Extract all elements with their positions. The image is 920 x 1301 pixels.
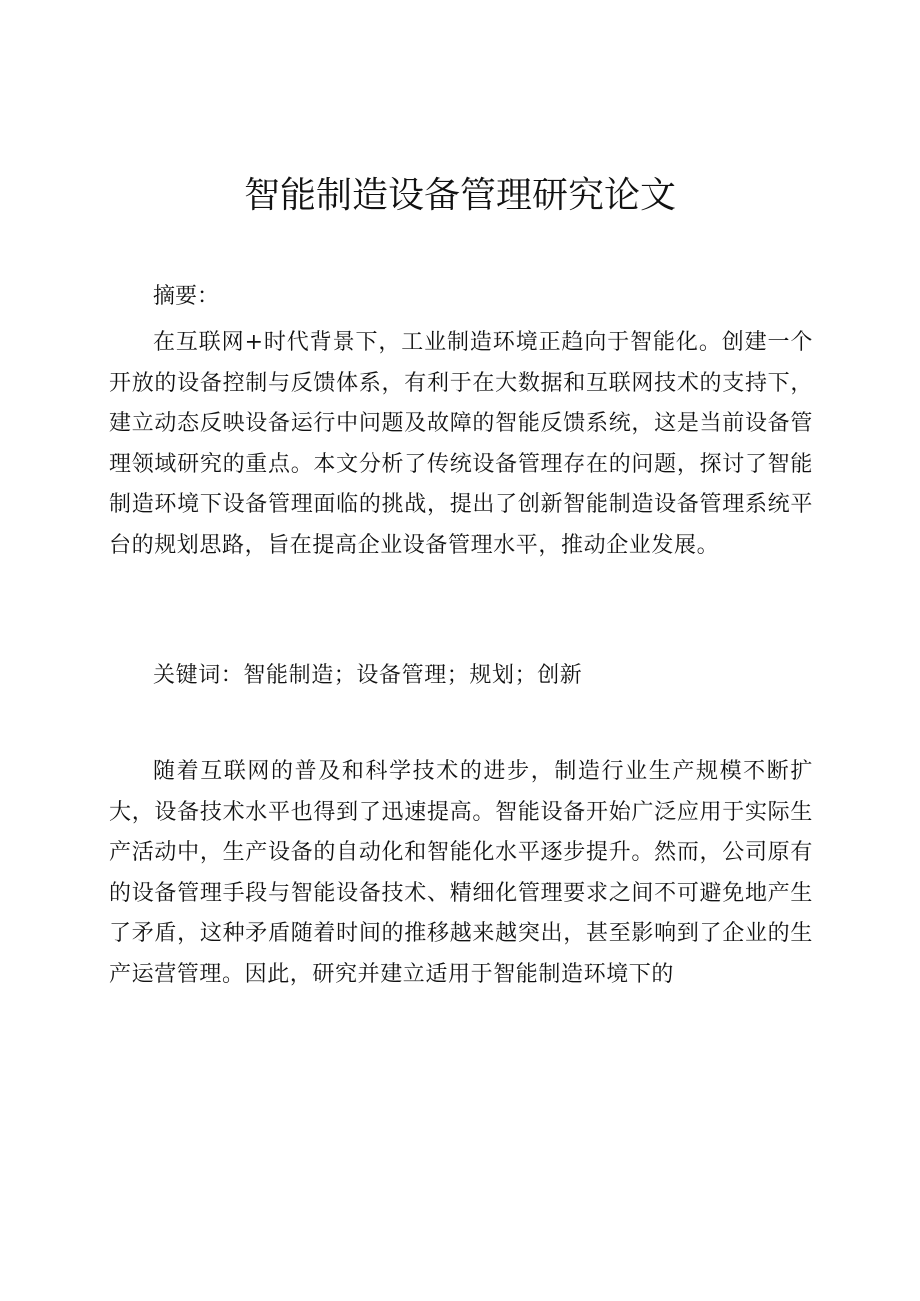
keywords-line: 关键词：智能制造；设备管理；规划；创新: [153, 663, 583, 688]
abstract-label: 摘要：: [153, 284, 220, 309]
document-title: 智能制造设备管理研究论文: [243, 175, 676, 216]
abstract-paragraph: 在互联网+时代背景下，工业制造环境正趋向于智能化。创建一个开放的设备控制与反馈体系，有利于在大数据和互联网技术的支持下，建立动态反映设备运行中问题及故障的智能反馈系统，这是当前设备管理领域研究的重点。本文分析了传统设备管理存在的问题，探讨了智能制造环境下设备管理面临的挑战，提出了创新智能制造设备管理系统平台的规划思路，旨在提高企业设备管理水平，推动企业发展。: [109, 330, 813, 558]
introduction-paragraph: 随着互联网的普及和科学技术的进步，制造行业生产规模不断扩大，设备技术水平也得到了迅速提高。智能设备开始广泛应用于实际生产活动中，生产设备的自动化和智能化水平逐步提升。然而，公司原有的设备管理手段与智能设备技术、精细化管理要求之间不可避免地产生了矛盾，这种矛盾随着时间的推移越来越突出，甚至影响到了企业的生产运营管理。因此，研究并建立适用于智能制造环境下的: [109, 759, 813, 987]
